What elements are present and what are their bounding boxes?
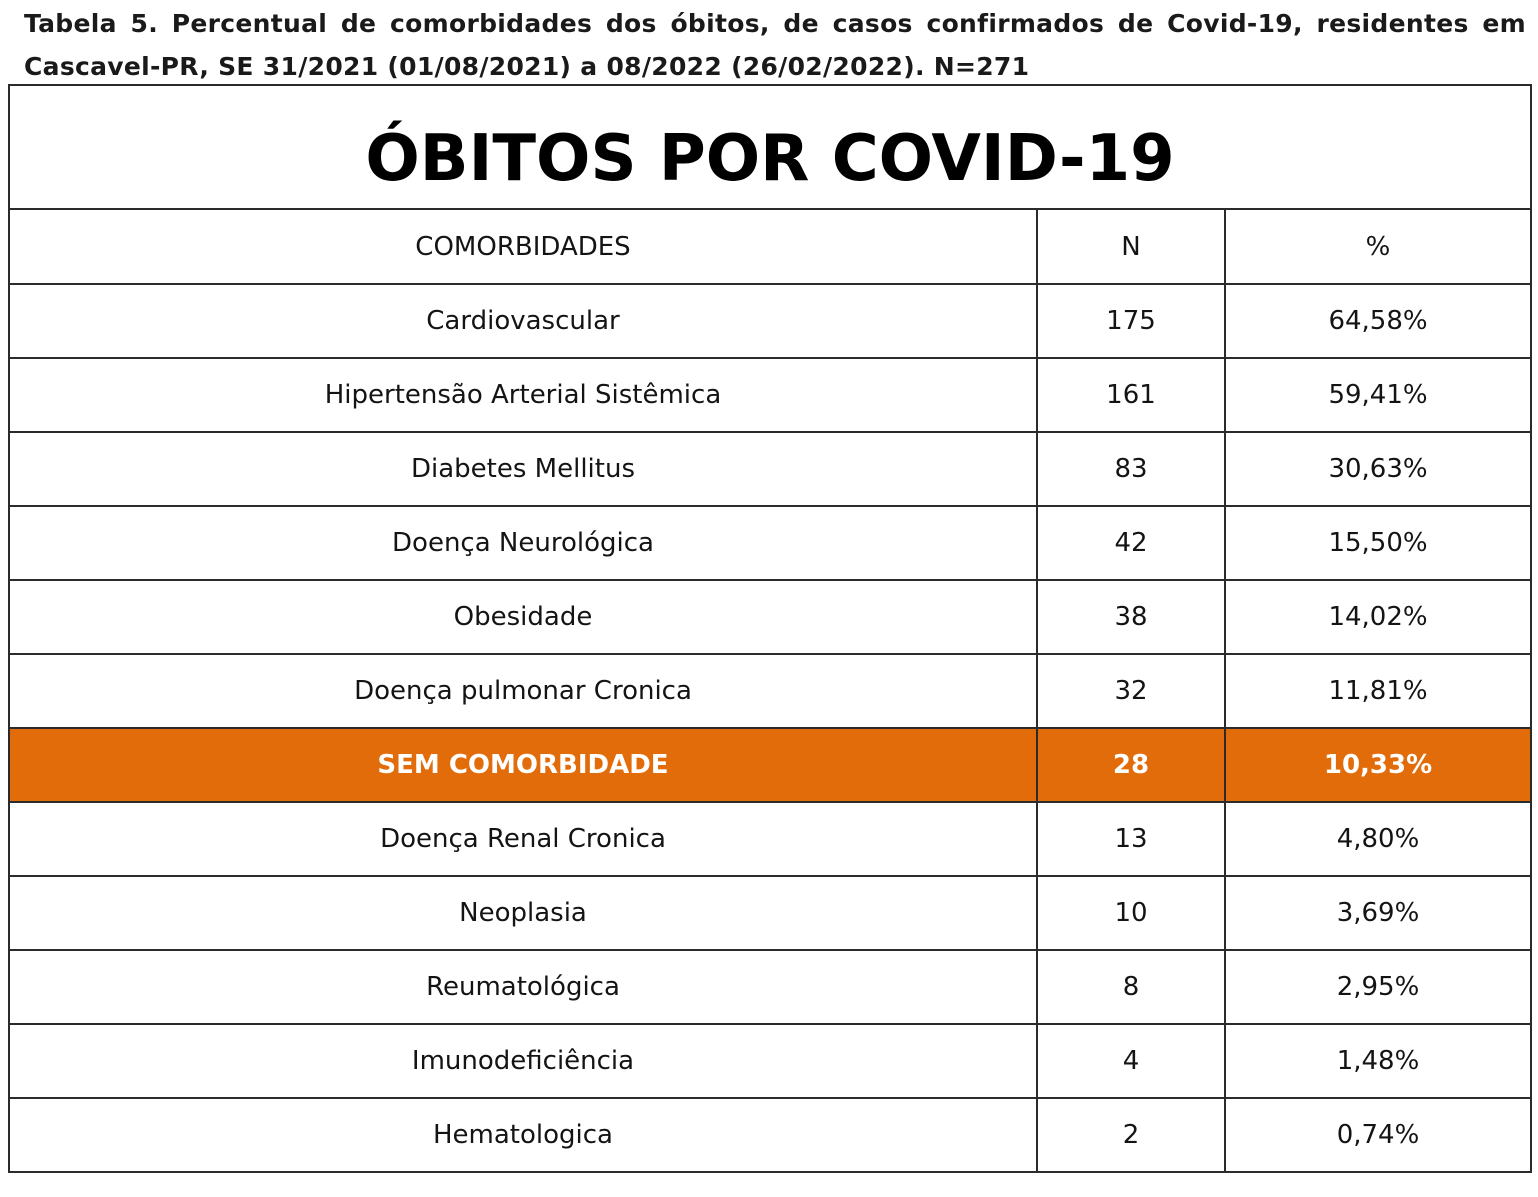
row-label: Cardiovascular	[9, 284, 1037, 358]
row-label: Obesidade	[9, 580, 1037, 654]
row-label: Diabetes Mellitus	[9, 432, 1037, 506]
row-label: Doença Renal Cronica	[9, 802, 1037, 876]
row-percent: 1,48%	[1225, 1024, 1531, 1098]
header-n: N	[1037, 209, 1225, 284]
table-caption: Tabela 5. Percentual de comorbidades dos óbitos, de casos confirmados de Covid-19, residentes em Cascavel-PR, SE 31/2021 (01/08/2021) a 08/2022 (26/02/2022). N=271	[24, 9, 1526, 81]
header-comorbidades: COMORBIDADES	[9, 209, 1037, 284]
table-row	[9, 580, 1531, 654]
row-n: 10	[1037, 876, 1225, 950]
row-n: 175	[1037, 284, 1225, 358]
row-percent: 2,95%	[1225, 950, 1531, 1024]
row-label: Doença pulmonar Cronica	[9, 654, 1037, 728]
table-row	[9, 802, 1531, 876]
row-percent: 11,81%	[1225, 654, 1531, 728]
header-percent: %	[1225, 209, 1531, 284]
row-n: 13	[1037, 802, 1225, 876]
row-label: Hipertensão Arterial Sistêmica	[9, 358, 1037, 432]
table-title: ÓBITOS POR COVID-19	[9, 85, 1531, 209]
row-n: 4	[1037, 1024, 1225, 1098]
row-label: Imunodeficiência	[9, 1024, 1037, 1098]
row-percent: 0,74%	[1225, 1098, 1531, 1172]
row-n: 161	[1037, 358, 1225, 432]
row-label: Doença Neurológica	[9, 506, 1037, 580]
row-n: 38	[1037, 580, 1225, 654]
table-row	[9, 506, 1531, 580]
row-percent: 15,50%	[1225, 506, 1531, 580]
title-row	[9, 85, 1531, 209]
table-row	[9, 284, 1531, 358]
table-row	[9, 950, 1531, 1024]
row-n: 42	[1037, 506, 1225, 580]
row-percent: 30,63%	[1225, 432, 1531, 506]
row-percent: 14,02%	[1225, 580, 1531, 654]
row-label: Hematologica	[9, 1098, 1037, 1172]
row-percent: 10,33%	[1225, 728, 1531, 802]
table-row	[9, 1024, 1531, 1098]
table-row	[9, 432, 1531, 506]
table-row	[9, 654, 1531, 728]
row-percent: 4,80%	[1225, 802, 1531, 876]
row-n: 8	[1037, 950, 1225, 1024]
highlighted-table-row	[9, 728, 1531, 802]
row-label: Reumatológica	[9, 950, 1037, 1024]
row-label: SEM COMORBIDADE	[9, 728, 1037, 802]
row-n: 83	[1037, 432, 1225, 506]
row-percent: 59,41%	[1225, 358, 1531, 432]
row-n: 32	[1037, 654, 1225, 728]
header-row	[9, 209, 1531, 284]
table-row	[9, 1098, 1531, 1172]
table-row	[9, 876, 1531, 950]
row-n: 2	[1037, 1098, 1225, 1172]
row-n: 28	[1037, 728, 1225, 802]
row-percent: 3,69%	[1225, 876, 1531, 950]
row-label: Neoplasia	[9, 876, 1037, 950]
comorbidity-table	[8, 84, 1532, 1173]
table-row	[9, 358, 1531, 432]
row-percent: 64,58%	[1225, 284, 1531, 358]
comorbidity-table-container	[8, 84, 1528, 1173]
